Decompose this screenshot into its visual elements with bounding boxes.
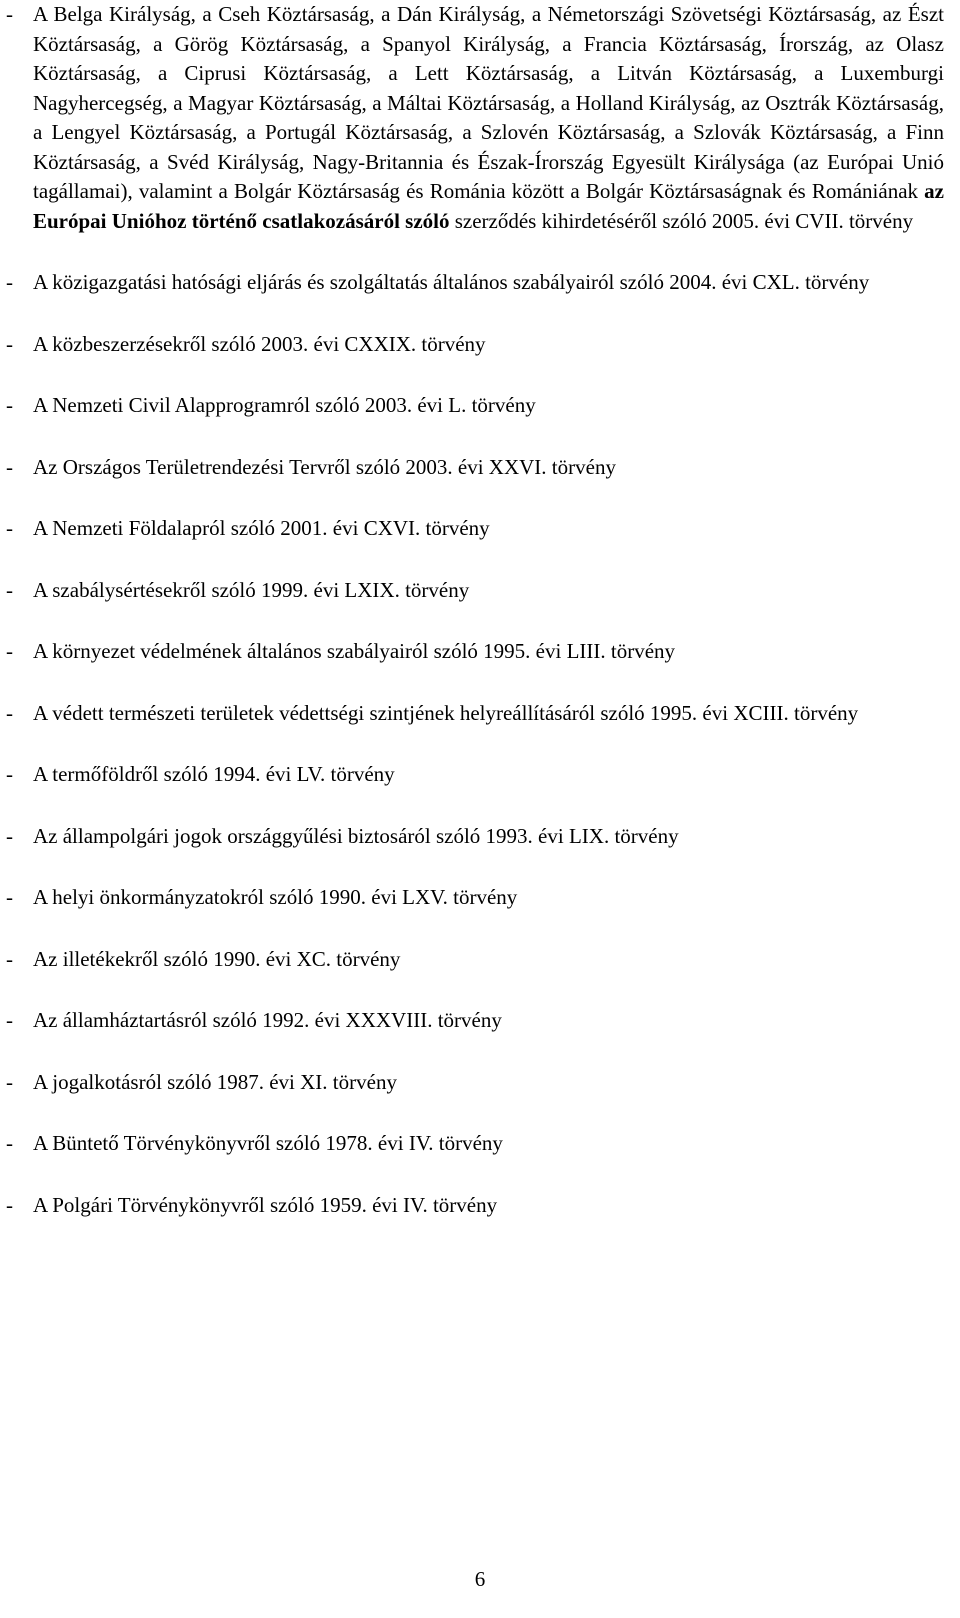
item-text: Az illetékekről szóló 1990. évi XC. törvény	[33, 946, 401, 971]
list-item	[6, 514, 944, 544]
list-item	[6, 637, 944, 667]
list-item	[6, 822, 944, 852]
item-text: A közigazgatási hatósági eljárás és szolgáltatás általános szabályairól szóló 2004. évi CXL. törvény	[33, 270, 870, 294]
list-item	[6, 883, 944, 913]
law-list	[6, 0, 944, 1252]
item-text: A szabálysértésekről szóló 1999. évi LXIX. törvény	[33, 577, 470, 602]
list-dash: -	[6, 454, 13, 479]
list-dash: -	[6, 1069, 13, 1094]
item-text: A közbeszerzésekről szóló 2003. évi CXXIX. törvény	[33, 331, 486, 356]
list-dash: -	[6, 762, 13, 786]
list-dash: -	[6, 2, 13, 26]
item-text: Az állampolgári jogok országgyűlési biztosáról szóló 1993. évi LIX. törvény	[33, 823, 679, 848]
list-item	[6, 268, 944, 298]
item-text: szerződés kihirdetéséről szóló 2005. évi CVII. törvény	[449, 208, 914, 233]
item-text: A Nemzeti Földalapról szóló 2001. évi CXVI. törvény	[33, 516, 490, 540]
page-number: 6	[474, 1567, 486, 1591]
item-text-bold: az Európai Unióhoz történő csatlakozásáról szóló	[33, 179, 944, 233]
list-dash: -	[6, 1192, 13, 1217]
list-item	[6, 1191, 944, 1221]
list-item	[6, 760, 944, 790]
item-text: A védett természeti területek védettségi szintjének helyreállításáról szóló 1995. évi XCIII. törvény	[33, 700, 859, 725]
list-dash: -	[6, 823, 13, 848]
list-dash: -	[6, 1008, 13, 1032]
item-text: A Polgári Törvénykönyvről szóló 1959. évi IV. törvény	[33, 1192, 498, 1217]
list-dash: -	[6, 577, 13, 602]
list-dash: -	[6, 946, 13, 971]
list-item	[6, 453, 944, 483]
list-item	[6, 330, 944, 360]
item-text: A környezet védelmének általános szabályairól szóló 1995. évi LIII. törvény	[33, 639, 676, 663]
list-dash: -	[6, 270, 13, 294]
item-text: A termőföldről szóló 1994. évi LV. törvény	[33, 762, 395, 786]
list-dash: -	[6, 885, 13, 909]
list-dash: -	[6, 639, 13, 663]
list-dash: -	[6, 331, 13, 356]
list-item	[6, 1006, 944, 1036]
item-text: A Belga Királyság, a Cseh Köztársaság, a Dán Királyság, a Németországi Szövetségi Köztársaság, az Észt Köztársaság, a Görög Köztársaság, a Spanyol Királyság, a Francia Köztársaság, Írország, az Olasz Köztársaság, a Ciprusi Köztársaság, a Lett Köztársaság, a Litván Köztársaság, a Luxemburgi Nagyhercegség, a Magyar Köztársaság, a Máltai Köztársaság, a Holland Királyság, az Osztrák Köztársaság, a Lengyel Köztársaság, a Portugál Köztársaság, a Szlovén Köztársaság, a Szlovák Köztársaság, a Finn Köztársaság, a Svéd Királyság, Nagy-Britannia és Észak-Írország Egyesült Királysága (az Európai Unió tagállamai), valamint a Bolgár Köztársaság és Románia között a Bolgár Köztársaságnak és Romániának	[33, 2, 944, 203]
list-dash: -	[6, 393, 13, 417]
list-item	[6, 1129, 944, 1159]
list-dash: -	[6, 516, 13, 540]
item-text: A Nemzeti Civil Alapprogramról szóló 2003. évi L. törvény	[33, 393, 536, 417]
list-item	[6, 391, 944, 421]
list-dash: -	[6, 1131, 13, 1155]
list-item	[6, 699, 944, 729]
list-item	[6, 576, 944, 606]
list-dash: -	[6, 700, 13, 725]
list-item	[6, 945, 944, 975]
item-text: Az államháztartásról szóló 1992. évi XXXVIII. törvény	[33, 1008, 502, 1032]
list-item	[6, 1068, 944, 1098]
item-text: Az Országos Területrendezési Tervről szóló 2003. évi XXVI. törvény	[33, 454, 616, 479]
item-text: A Büntető Törvénykönyvről szóló 1978. évi IV. törvény	[33, 1131, 503, 1155]
item-text: A jogalkotásról szóló 1987. évi XI. törvény	[33, 1069, 397, 1094]
list-item	[6, 0, 944, 236]
item-text: A helyi önkormányzatokról szóló 1990. évi LXV. törvény	[33, 885, 518, 909]
